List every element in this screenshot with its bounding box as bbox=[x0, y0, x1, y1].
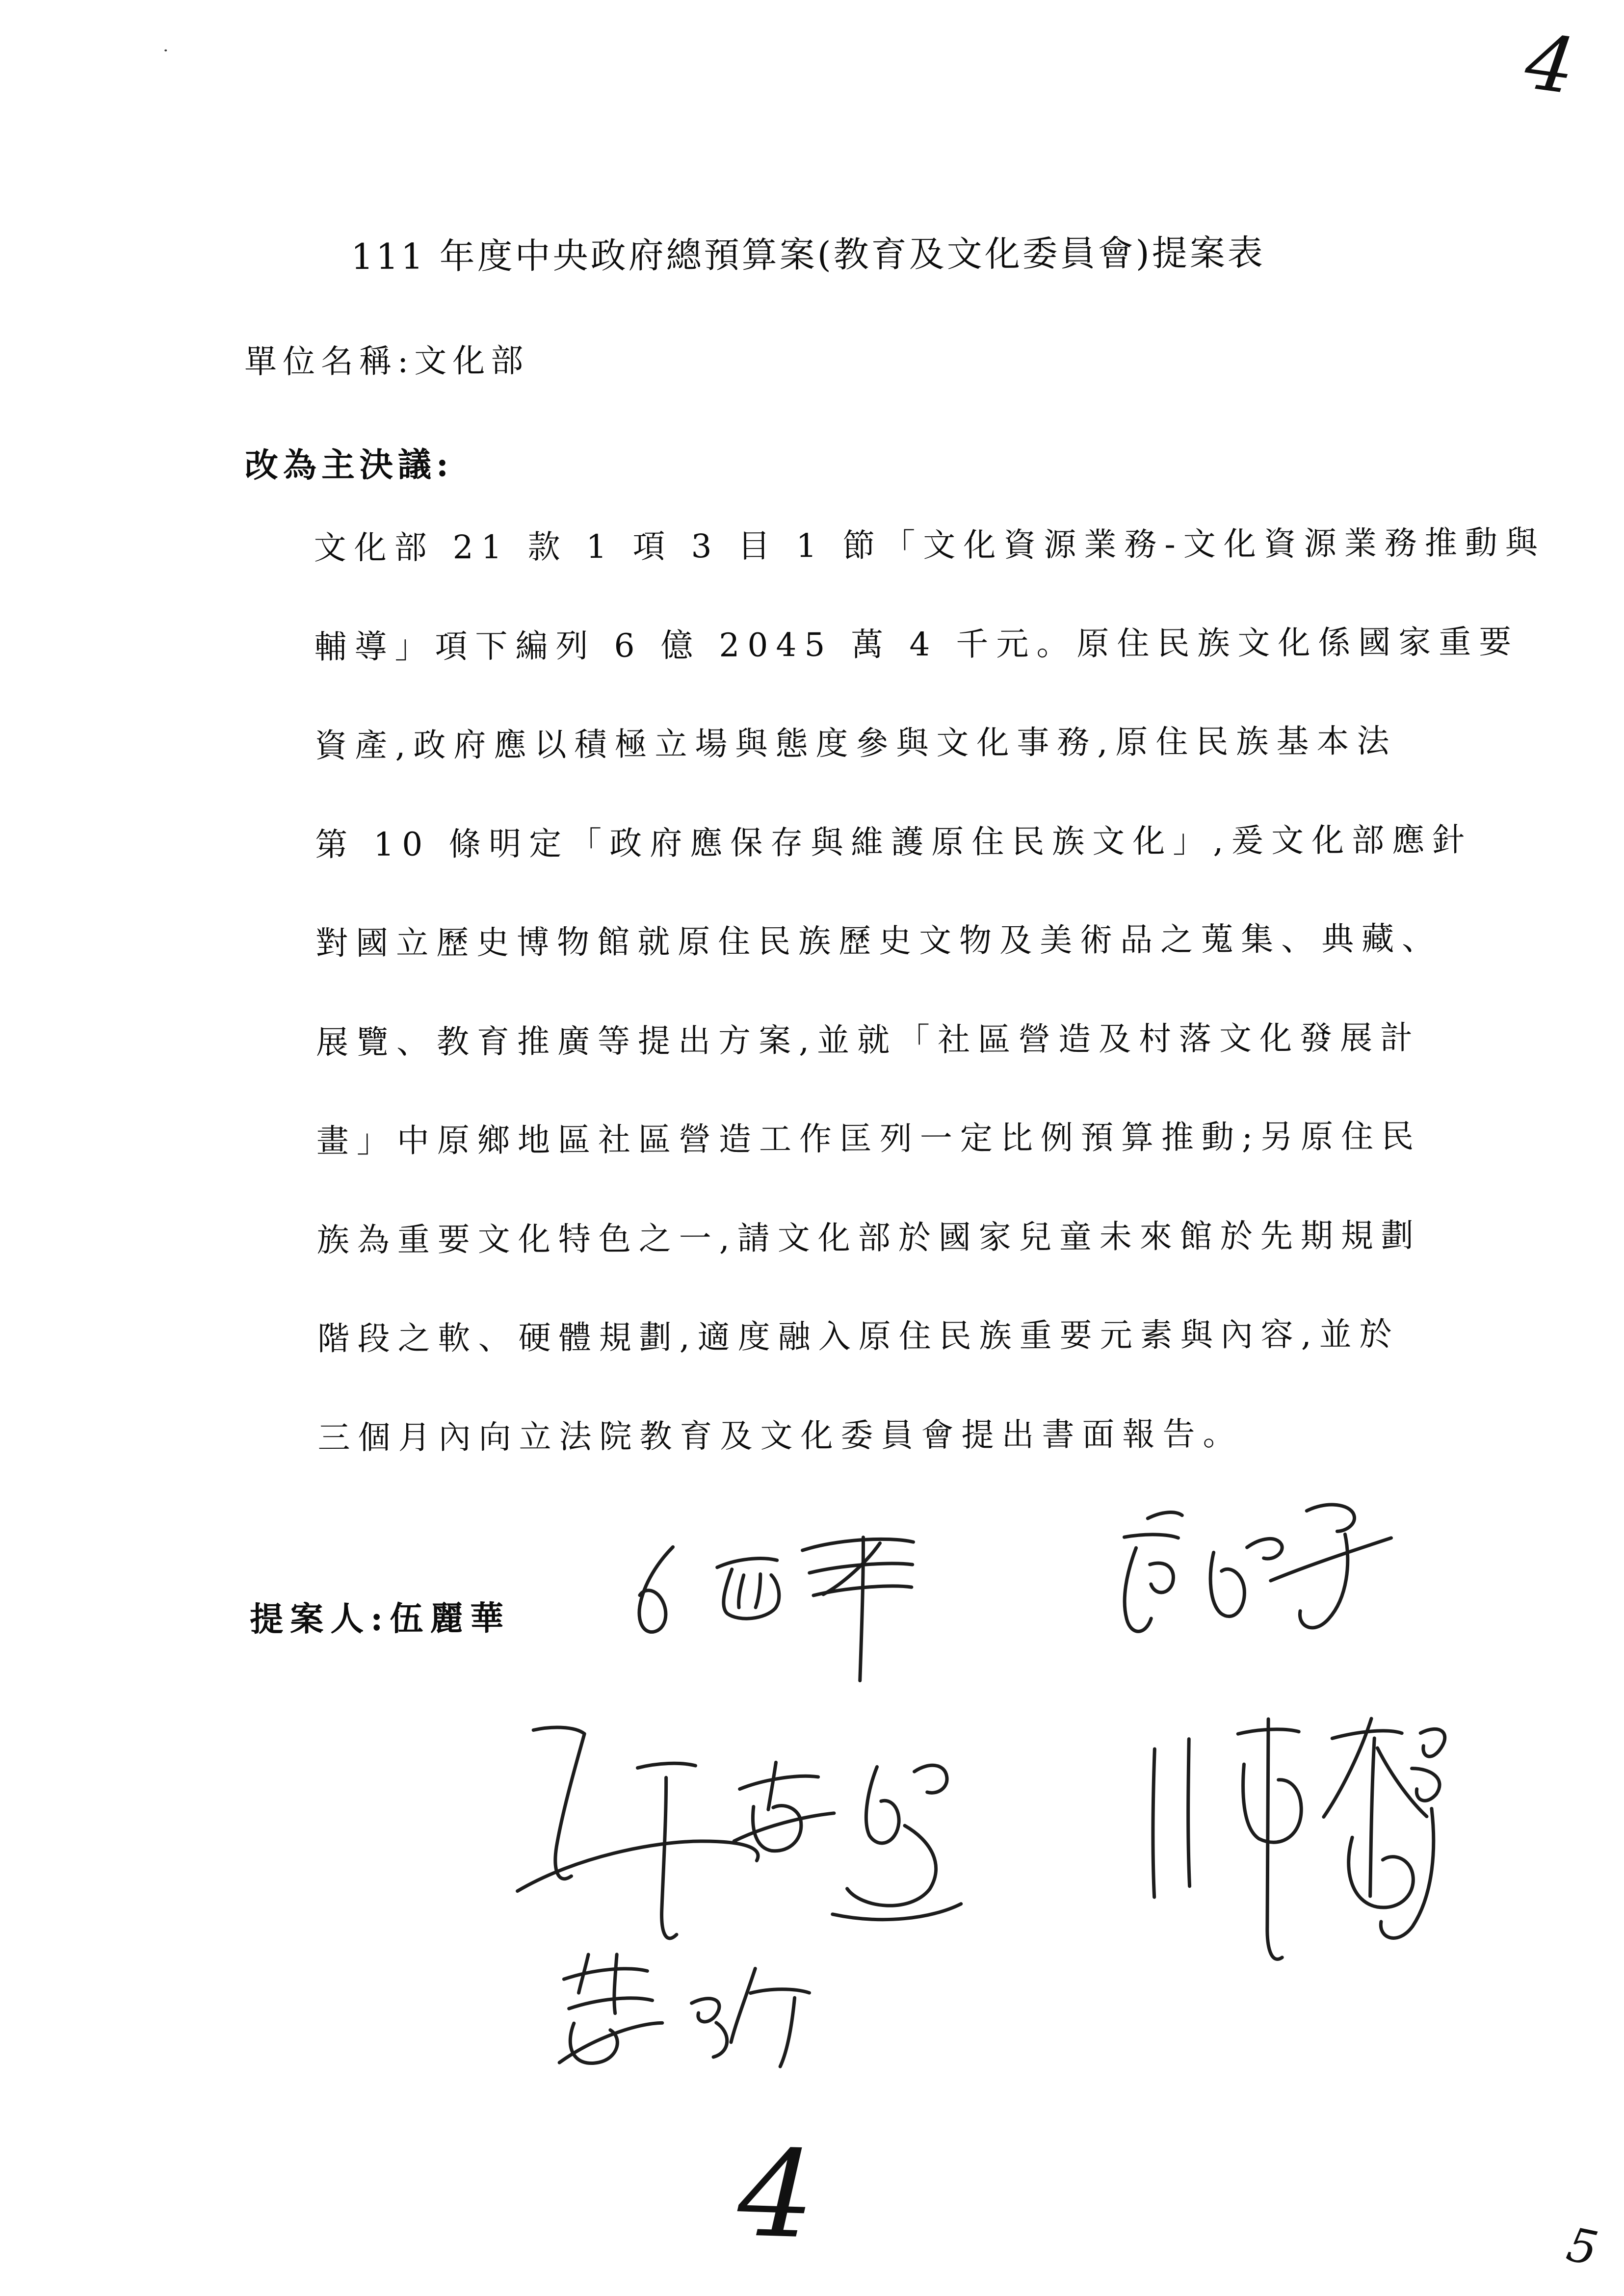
body-line: 文化部 21 款 1 項 3 目 1 節「文化資源業務-文化資源業務推動與 bbox=[314, 523, 1545, 567]
body-line: 輔導」項下編列 6 億 2045 萬 4 千元。原住民族文化係國家重要 bbox=[314, 623, 1519, 666]
resolution-heading: 改為主決議: bbox=[244, 445, 454, 486]
body-line: 階段之軟、硬體規劃,適度融入原住民族重要元素與內容,並於 bbox=[317, 1315, 1400, 1358]
page-number-top-right: 4 bbox=[1520, 17, 1580, 112]
body-line: 資產,政府應以積極立場與態度參與文化事務,原住民族基本法 bbox=[314, 722, 1397, 765]
scan-speck bbox=[164, 50, 167, 52]
body-line: 族為重要文化特色之一,請文化部於國家兒童未來館於先期規劃 bbox=[316, 1216, 1421, 1259]
page-number-bottom-right: 5 bbox=[1562, 2218, 1602, 2277]
page-number-bottom-center: 4 bbox=[735, 2123, 817, 2266]
unit-name-line: 單位名稱:文化部 bbox=[244, 341, 529, 381]
handwritten-signature-2 bbox=[1051, 1489, 1396, 1701]
handwritten-signature-3 bbox=[488, 1677, 970, 1964]
handwritten-signature-1 bbox=[615, 1525, 954, 1689]
handwritten-signature-4 bbox=[1097, 1690, 1456, 1966]
proposer-line: 提案人:伍麗華 bbox=[250, 1598, 511, 1640]
body-line: 三個月內向立法院教育及文化委員會提出書面報告。 bbox=[317, 1415, 1243, 1457]
body-line: 畫」中原鄉地區社區營造工作匡列一定比例預算推動;另原住民 bbox=[316, 1117, 1422, 1160]
document-title: 111 年度中央政府總預算案(教育及文化委員會)提案表 bbox=[351, 232, 1265, 278]
body-line: 對國立歷史博物館就原住民族歷史文物及美術品之蒐集、典藏、 bbox=[315, 919, 1442, 963]
body-line: 第 10 條明定「政府應保存與維護原住民族文化」,爰文化部應針 bbox=[315, 821, 1473, 864]
handwritten-signature-5 bbox=[519, 1923, 858, 2082]
body-line: 展覽、教育推廣等提出方案,並就「社區營造及村落文化發展計 bbox=[315, 1018, 1421, 1062]
